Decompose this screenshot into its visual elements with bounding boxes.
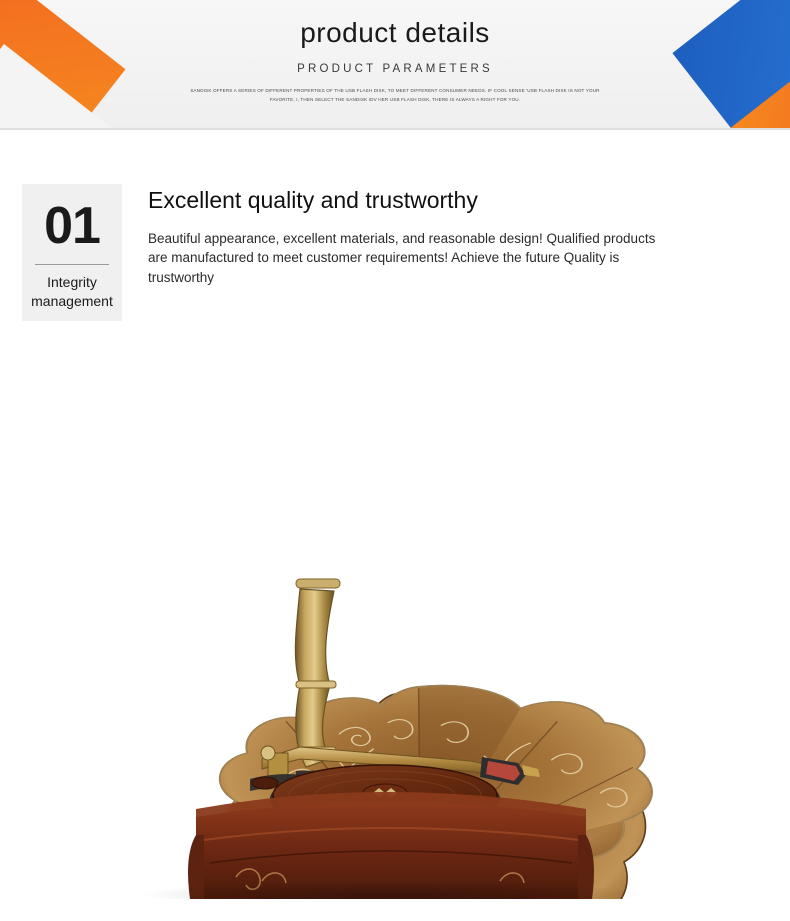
section-01-rule (35, 264, 109, 265)
section-01-numberbox (22, 184, 122, 321)
page-title: product details (300, 17, 490, 48)
section-01-number: 01 (44, 197, 100, 255)
banner-content (0, 0, 790, 130)
banner-description: SANDISK OFFERS A SERIES OF DIFFERENT PROPERTIES OF THE USB FLASH DISK, TO MEET DIFFERENT CONSUMER NEEDS. IF COOL SENSE 'USB FLASH DISK IS NOT YOUR FAVORITE, I, THEN SELECT THE SANDISK IDV HER USB FLASH DISK, THERE IS ALWAYS A RIGHT FOR YOU. (190, 87, 600, 102)
section-01-text (122, 184, 668, 287)
section-01-caption: Integrity management (31, 274, 113, 309)
section-01-body: Beautiful appearance, excellent materials, and reasonable design! Qualified products are manufactured to meet customer requirements! Achieve the future Quality is trustworthy (148, 230, 656, 285)
banner-subtitle: PRODUCT PARAMETERS (297, 62, 493, 75)
gramophone-illustration (0, 329, 790, 899)
section-01-row (0, 184, 790, 321)
section-01 (0, 130, 790, 321)
section-01-heading: Excellent quality and trustworthy (148, 187, 478, 213)
page-banner (0, 0, 790, 130)
product-image (0, 329, 790, 899)
